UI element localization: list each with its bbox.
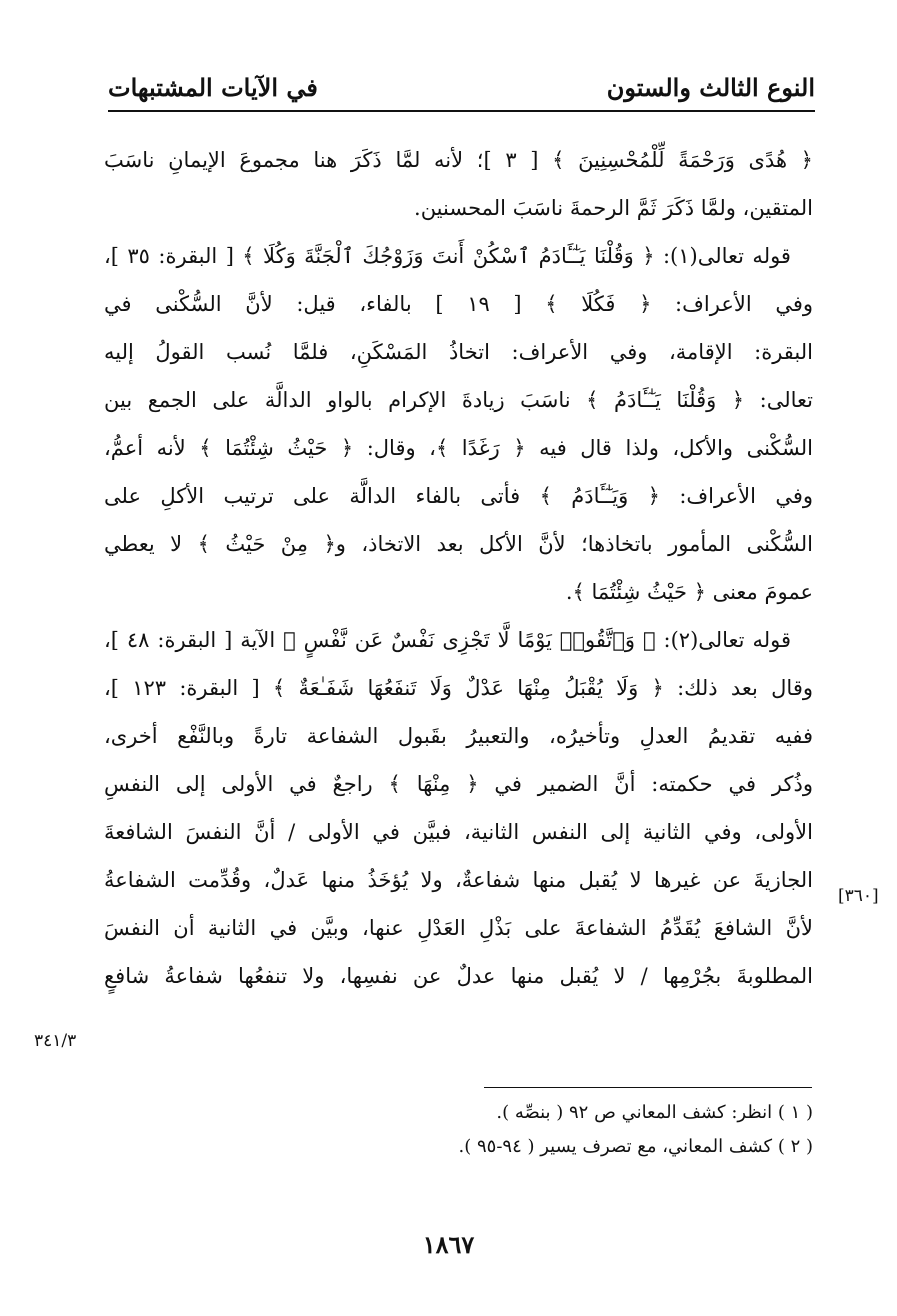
- text-line: قوله تعالى(١): ﴿ وَقُلْنَا يَـٰٓـَٔادَمُ ٱسْكُنْ أَنتَ وَزَوْجُكَ ٱلْجَنَّةَ وَكُلَا ﴾ [ البقرة: ٣٥ ]،: [104, 244, 791, 268]
- text-line: قوله تعالى(٢): ﴿ وَٱتَّقُوا۟ يَوْمًا لَّا تَجْزِى نَفْسٌ عَن نَّفْسٍ ﴾ الآية [ البقرة: ٤٨ ]،: [104, 628, 791, 652]
- running-header: [108, 64, 815, 112]
- text-line: الأولى، وفي الثانية إلى النفس الثانية، فبيَّن في الأولى / أنَّ النفسَ الشافعةَ: [104, 820, 813, 844]
- header-rule: [108, 110, 815, 112]
- text-line: وذُكر في حكمته: أنَّ الضمير في ﴿ مِنْهَا ﴾ راجعٌ في الأولى إلى النفسِ: [104, 772, 813, 796]
- text-line: المطلوبةَ بجُرْمِها / لا يُقبل منها عدلٌ عن نفسِها، ولا تنفعُها شفاعةُ شافعٍ: [104, 964, 813, 988]
- text-line: المتقين، ولمَّا ذَكَرَ ثَمَّ الرحمةَ ناسَبَ المحسنين.: [414, 196, 813, 220]
- chapter-title: النوع الثالث والستون: [606, 73, 815, 102]
- volume-page-marker: ٣٤١/٣: [34, 1031, 77, 1051]
- footnote-2: ( ٢ ) كشف المعاني، مع تصرف يسير ( ٩٤-٩٥ ).: [458, 1136, 813, 1157]
- footnotes: [104, 1096, 813, 1164]
- footnote-1: ( ١ ) انظر: كشف المعاني ص ٩٢ ( بنصِّه ).: [496, 1102, 813, 1123]
- text-line: وفي الأعراف: ﴿ فَكُلَا ﴾ [ ١٩ ] بالفاء، قيل: لأنَّ السُّكْنى في: [104, 292, 813, 316]
- text-line: الجازيةَ عن غيرها لا يُقبل منها شفاعةٌ، ولا يُؤخَذُ منها عَدلٌ، وقُدِّمت الشفاعةُ: [104, 868, 813, 892]
- text-line: ﴿ هُدًى وَرَحْمَةً لِّلْمُحْسِنِينَ ﴾ [ ٣ ]؛ لأنه لمَّا ذَكَرَ هنا مجموعَ الإيمانِ ناسَبَ: [104, 148, 813, 172]
- folio-marker: [٣٦٠]: [838, 886, 879, 906]
- text-line: وقال بعد ذلك: ﴿ وَلَا يُقْبَلُ مِنْهَا عَدْلٌ وَلَا تَنفَعُهَا شَفَـٰعَةٌ ﴾ [ البقرة: ١٢٣ ]،: [104, 676, 813, 700]
- footnote-rule: [484, 1087, 812, 1088]
- text-line: السُّكْنى والأكل، ولذا قال فيه ﴿ رَغَدًا ﴾، وقال: ﴿ حَيْثُ شِئْتُمَا ﴾ لأنه أعمُّ،: [104, 436, 813, 460]
- page-number: ١٨٦٧: [422, 1230, 475, 1259]
- section-title: في الآيات المشتبهات: [108, 73, 318, 102]
- text-line: ففيه تقديمُ العدلِ وتأخيرُه، والتعبيرُ بقَبول الشفاعة تارةً وبالنَّفْع أخرى،: [104, 724, 813, 748]
- text-line: البقرة: الإقامة، وفي الأعراف: اتخاذُ المَسْكَنِ، فلمَّا نُسب القولُ إليه: [104, 340, 813, 364]
- text-line: وفي الأعراف: ﴿ وَيَـٰٓـَٔادَمُ ﴾ فأتى بالفاء الدالَّة على ترتيب الأكلِ على: [104, 484, 813, 508]
- text-line: السُّكْنى المأمور باتخاذها؛ لأنَّ الأكل بعد الاتخاذ، و﴿ مِنْ حَيْثُ ﴾ لا يعطي: [104, 532, 813, 556]
- text-line: عمومَ معنى ﴿ حَيْثُ شِئْتُمَا ﴾.: [565, 580, 813, 604]
- text-line: لأنَّ الشافعَ يُقَدِّمُ الشفاعةَ على بَذْلِ العَدْلِ عنها، وبيَّن في الثانية أن النفسَ: [104, 916, 813, 940]
- text-line: تعالى: ﴿ وَقُلْنَا يَـٰٓـَٔادَمُ ﴾ ناسَبَ زيادةَ الإكرام بالواو الدالَّة على الجمع بين: [104, 388, 813, 412]
